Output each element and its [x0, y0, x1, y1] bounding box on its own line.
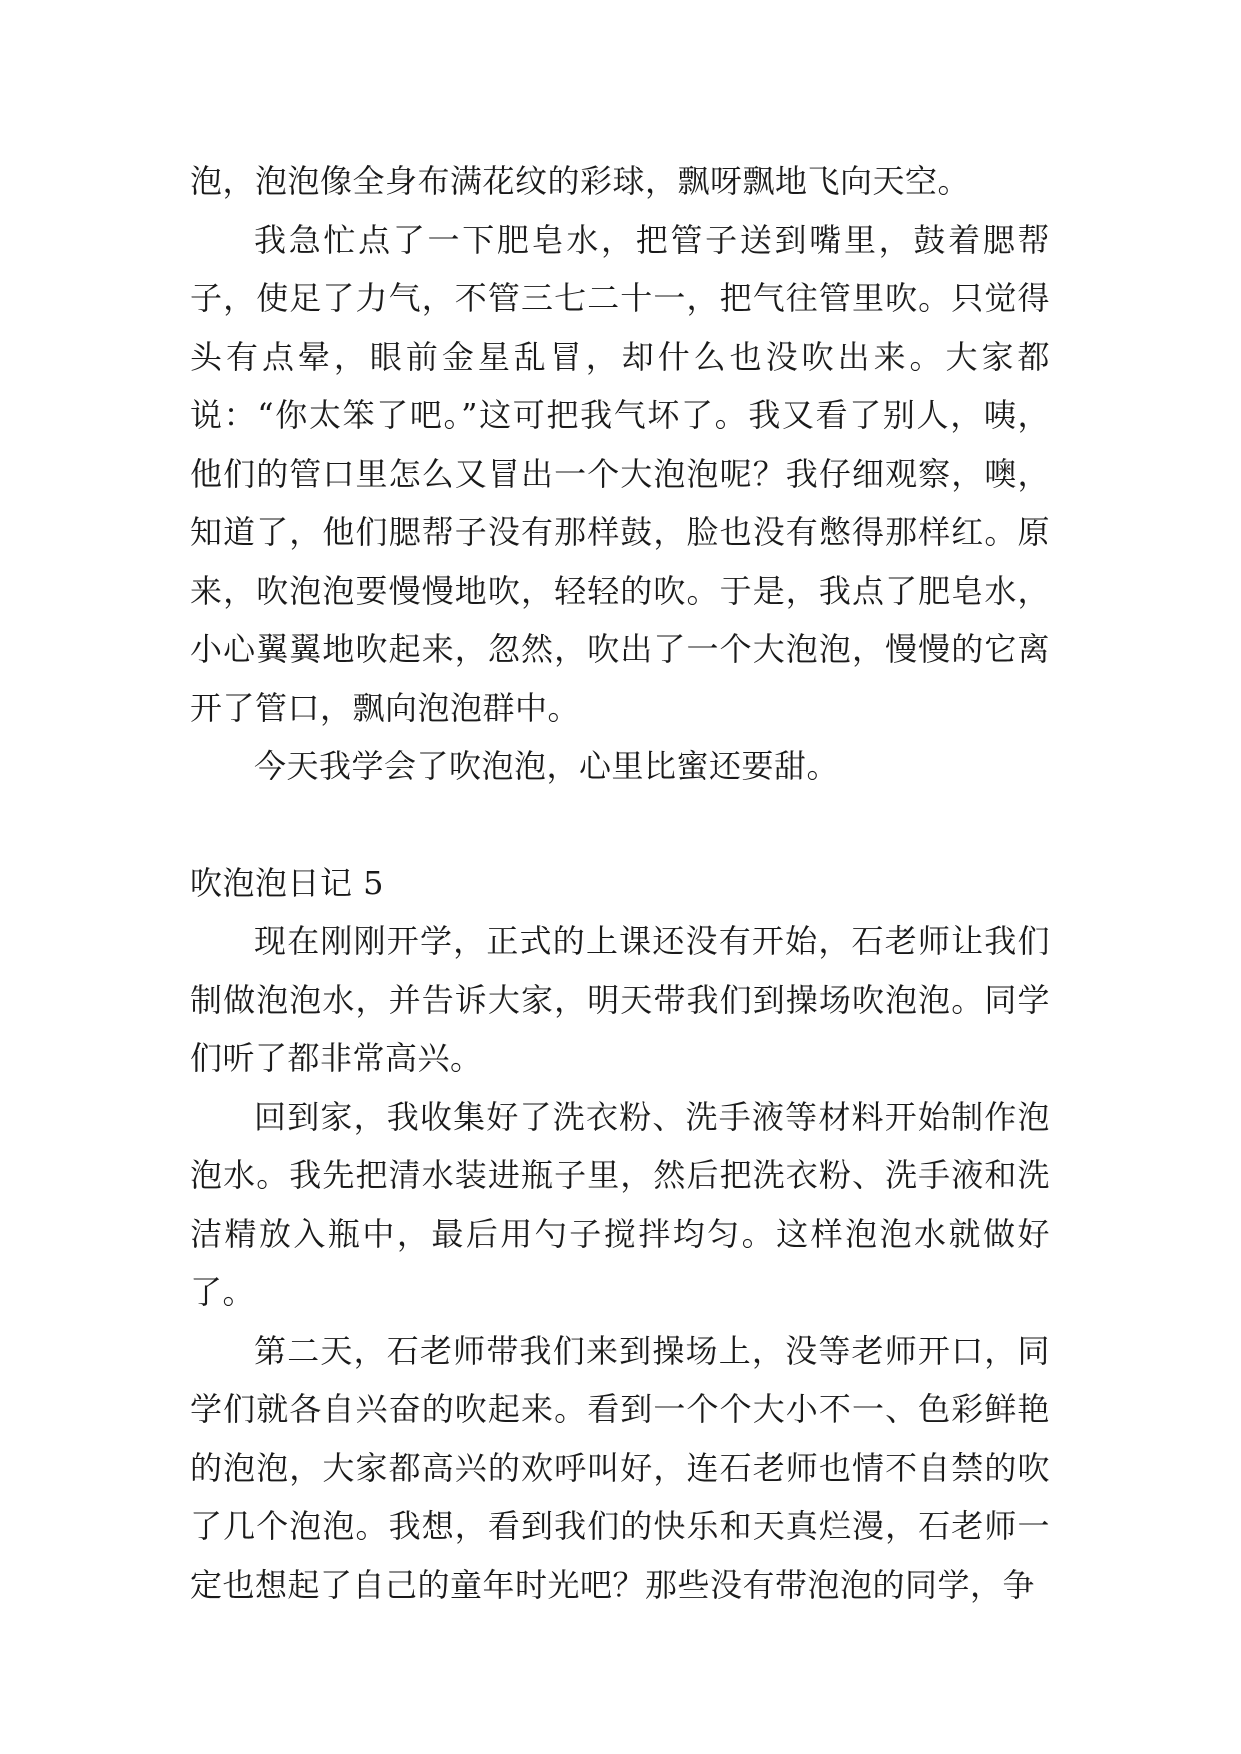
section-heading: 吹泡泡日记 5: [190, 863, 385, 902]
document-body: [190, 152, 1050, 1614]
paragraph: 第二天，石老师带我们来到操场上，没等老师开口，同学们就各自兴奋的吹起来。看到一个个大小不一、色彩鲜艳的泡泡，大家都高兴的欢呼叫好，连石老师也情不自禁的吹了几个泡泡。我想，看到我们的快乐和天真烂漫，石老师一定也想起了自己的童年时光吧？那些没有带泡泡的同学，争: [190, 1331, 1050, 1604]
paragraph: 现在刚刚开学，正式的上课还没有开始，石老师让我们制做泡泡水，并告诉大家，明天带我们到操场吹泡泡。同学们听了都非常高兴。: [190, 922, 1050, 1077]
paragraph: 今天我学会了吹泡泡，心里比蜜还要甜。: [254, 747, 840, 785]
paragraph: 我急忙点了一下肥皂水，把管子送到嘴里，鼓着腮帮子，使足了力气，不管三七二十一，把气往管里吹。只觉得头有点晕，眼前金星乱冒，却什么也没吹出来。大家都说：“你太笨了吧。”这可把我气坏了。我又看了别人，咦，他们的管口里怎么又冒出一个大泡泡呢？我仔细观察，噢，知道了，他们腮帮子没有那样鼓，脸也没有憋得那样红。原来，吹泡泡要慢慢地吹，轻轻的吹。于是，我点了肥皂水，小心翼翼地吹起来，忽然，吹出了一个大泡泡，慢慢的它离开了管口，飘向泡泡群中。: [190, 220, 1050, 727]
paragraph-continuation: 泡，泡泡像全身布满花纹的彩球，飘呀飘地飞向天空。: [190, 162, 971, 200]
paragraph: 回到家，我收集好了洗衣粉、洗手液等材料开始制作泡泡水。我先把清水装进瓶子里，然后把洗衣粉、洗手液和洗洁精放入瓶中，最后用勺子搅拌均匀。这样泡泡水就做好了。: [190, 1097, 1050, 1311]
